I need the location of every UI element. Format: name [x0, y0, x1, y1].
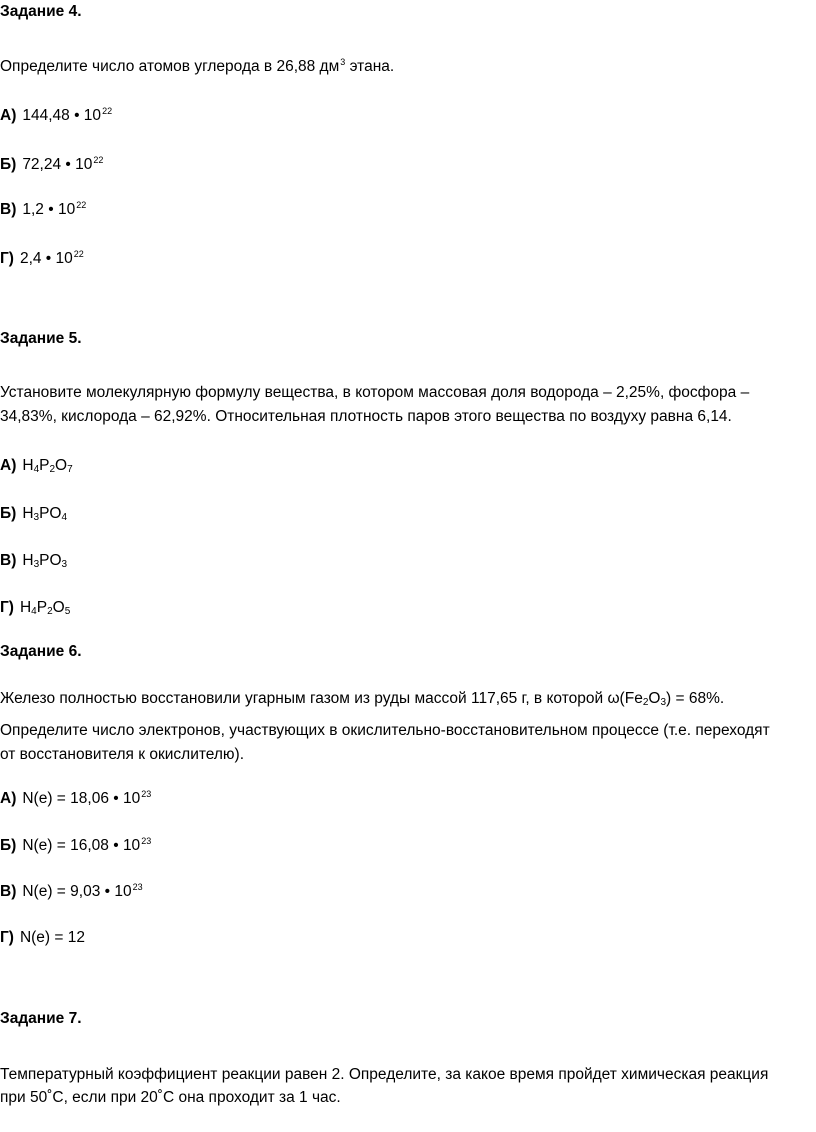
task4-question-tail: этана.	[345, 58, 395, 75]
task4-option-d: Г) 2,4 • $10^{22}$	[0, 249, 84, 267]
task4-option-c: В) 1,2 • $10^{22}$	[0, 200, 87, 218]
task4-title: Задание 4.	[0, 3, 82, 20]
task6-line2: Определите число электронов, участвующих в окислительно-восстановительном процессе (т.е. переходят	[0, 722, 770, 739]
task5-question-line2: 34,83%, кислорода – 62,92%. Относительная плотность паров этого вещества по воздуху равна 6,14.	[0, 408, 732, 425]
task5-question-line1: Установите молекулярную формулу вещества, в котором массовая доля водорода – 2,25%, фосфора –	[0, 384, 750, 401]
task7-line1: Температурный коэффициент реакции равен 2. Определите, за какое время пройдет химическая реакция	[0, 1066, 769, 1083]
task6-option-d: Г) N(e) = 12	[0, 929, 85, 946]
task5-option-d: Г) $H_4P_2O_5$	[0, 599, 71, 617]
task6-option-a: А) N(e) = 18,06 • $10^{23}$	[0, 789, 152, 807]
task4-question-sup: 3	[340, 57, 346, 67]
task6-line3: от восстановителя к окислителю).	[0, 746, 245, 763]
task5-title: Задание 5.	[0, 330, 82, 347]
task4-option-b: Б) 72,24 • $10^{22}$	[0, 155, 104, 173]
task4-question	[0, 57, 394, 76]
task7-title: Задание 7.	[0, 1010, 82, 1027]
task5-option-c: В) $H_3PO_3$	[0, 552, 68, 570]
task7-line2: при 50˚С, если при 20˚С она проходит за 1 час.	[0, 1089, 341, 1106]
task6-option-c: В) N(e) = 9,03 • $10^{23}$	[0, 882, 143, 900]
task4-question-text: Определите число атомов углерода в 26,88 дм	[0, 58, 340, 75]
task6-option-b: Б) N(e) = 16,08 • $10^{23}$	[0, 836, 152, 854]
task6-line1: Железо полностью восстановили угарным газом из руды массой 117,65 г, в которой $\omega(Fe_2O_3) = 68\%$.	[0, 690, 725, 708]
task6-title: Задание 6.	[0, 643, 82, 660]
task4-option-a: А) 144,48 • $10^{22}$	[0, 106, 113, 124]
task5-option-a: А) $H_4P_2O_7$	[0, 457, 73, 475]
task5-option-b: Б) $H_3PO_4$	[0, 505, 68, 523]
